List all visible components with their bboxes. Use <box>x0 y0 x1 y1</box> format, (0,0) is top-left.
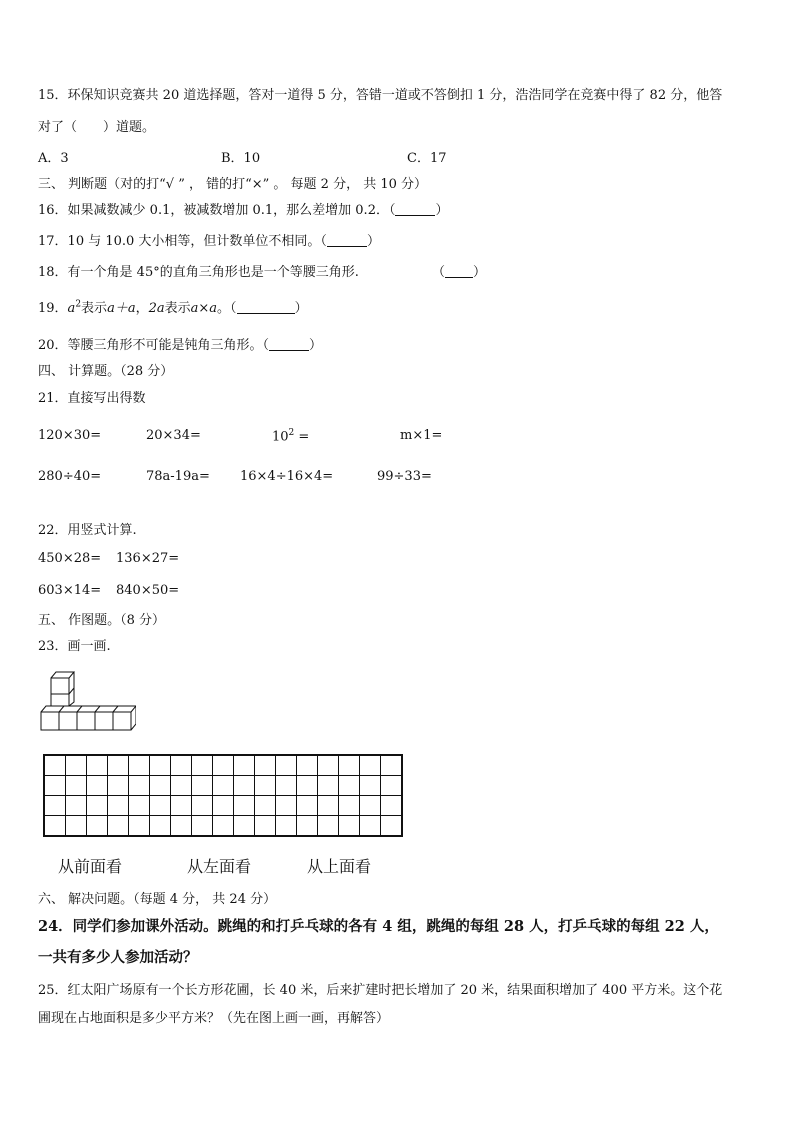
grid-cell[interactable] <box>108 755 129 776</box>
q20-answer-blank[interactable] <box>269 338 309 351</box>
grid-cell[interactable] <box>171 776 192 796</box>
q19-expr-2: 2a <box>148 301 165 316</box>
q19-close: ） <box>294 301 308 316</box>
grid-cell[interactable] <box>129 755 150 776</box>
view-label-left: 从左面看 <box>187 857 252 876</box>
grid-row <box>44 816 402 837</box>
grid-cell[interactable] <box>234 816 255 837</box>
q19-expr-1: a＋a <box>107 301 136 316</box>
q24-line1: 24．同学们参加课外活动。跳绳的和打乒乓球的各有 4 组，跳绳的每组 28 人，打乒乓球的每组 22 人， <box>38 918 719 935</box>
grid-cell[interactable] <box>297 816 318 837</box>
grid-cell[interactable] <box>213 816 234 837</box>
q18 <box>38 261 359 280</box>
grid-cell[interactable] <box>234 755 255 776</box>
grid-cell[interactable] <box>213 755 234 776</box>
q15-option-b[interactable]: B．10 <box>221 151 261 166</box>
grid-cell[interactable] <box>255 776 276 796</box>
q17-text: 17．10 与 10.0 大小相等，但计数单位不相同。（ <box>38 234 327 249</box>
grid-cell[interactable] <box>255 796 276 816</box>
q21-item-6: 78a-19a= <box>146 469 210 484</box>
q18-answer-blank[interactable] <box>445 265 473 278</box>
grid-cell[interactable] <box>339 796 360 816</box>
q19-text-1: 表示 <box>81 301 108 316</box>
grid-cell[interactable] <box>129 796 150 816</box>
grid-cell[interactable] <box>318 796 339 816</box>
grid-cell[interactable] <box>213 776 234 796</box>
grid-cell[interactable] <box>297 776 318 796</box>
grid-cell[interactable] <box>318 755 339 776</box>
grid-cell[interactable] <box>150 755 171 776</box>
grid-cell[interactable] <box>171 816 192 837</box>
q20-text: 20．等腰三角形不可能是钝角三角形。（ <box>38 338 270 353</box>
grid-cell[interactable] <box>276 776 297 796</box>
grid-row <box>44 776 402 796</box>
q17 <box>38 230 380 249</box>
grid-cell[interactable] <box>66 816 87 837</box>
grid-row <box>44 755 402 776</box>
grid-cell[interactable] <box>87 816 108 837</box>
section-6-title: 六、 解决问题。（每题 4 分， 共 24 分） <box>38 892 277 907</box>
q19-var-a: a <box>67 301 76 316</box>
q18-close: ） <box>473 265 487 280</box>
grid-cell[interactable] <box>192 816 213 837</box>
q15-line2: 对了（ ）道题。 <box>38 120 156 135</box>
q19-expr-3: a×a <box>190 301 218 316</box>
q22-item-1: 450×28= <box>38 551 102 566</box>
q16-close: ） <box>435 203 449 218</box>
grid-cell[interactable] <box>192 755 213 776</box>
grid-cell[interactable] <box>360 776 381 796</box>
grid-cell[interactable] <box>297 796 318 816</box>
grid-cell[interactable] <box>381 776 403 796</box>
grid-cell[interactable] <box>360 816 381 837</box>
grid-cell[interactable] <box>66 796 87 816</box>
q21-item-7: 16×4÷16×4= <box>240 469 334 484</box>
grid-cell[interactable] <box>87 796 108 816</box>
q21-item-2: 20×34= <box>146 428 201 443</box>
q19-text-2: 表示 <box>164 301 191 316</box>
q19-prefix: 19． <box>38 301 68 316</box>
q16-answer-blank[interactable] <box>395 203 435 216</box>
grid-cell[interactable] <box>192 776 213 796</box>
grid-cell[interactable] <box>108 776 129 796</box>
q17-answer-blank[interactable] <box>327 234 367 247</box>
q21-title: 21．直接写出得数 <box>38 391 146 406</box>
q19-sep: ， <box>135 301 149 316</box>
grid-cell[interactable] <box>108 796 129 816</box>
section-4-title: 四、 计算题。（28 分） <box>38 364 174 379</box>
view-label-top: 从上面看 <box>307 857 372 876</box>
grid-row <box>44 796 402 816</box>
grid-cell[interactable] <box>255 755 276 776</box>
grid-cell[interactable] <box>339 755 360 776</box>
grid-cell[interactable] <box>318 816 339 837</box>
q21-item-1: 120×30= <box>38 428 102 443</box>
q16-text: 16．如果减数减少 0.1，被减数增加 0.1，那么差增加 0.2．（ <box>38 203 396 218</box>
q18-answer <box>432 261 486 280</box>
grid-cell[interactable] <box>44 776 66 796</box>
grid-cell[interactable] <box>171 796 192 816</box>
view-label-front: 从前面看 <box>58 857 123 876</box>
q19-answer-blank[interactable] <box>237 301 295 314</box>
grid-cell[interactable] <box>360 755 381 776</box>
grid-cell[interactable] <box>360 796 381 816</box>
q18-open: （ <box>432 265 446 280</box>
grid-cell[interactable] <box>234 776 255 796</box>
q16 <box>38 199 448 218</box>
grid-cell[interactable] <box>318 776 339 796</box>
drawing-grid[interactable] <box>43 754 403 837</box>
grid-cell[interactable] <box>381 755 403 776</box>
grid-cell[interactable] <box>381 816 403 837</box>
q21-item-8: 99÷33= <box>377 469 432 484</box>
grid-cell[interactable] <box>108 816 129 837</box>
grid-cell[interactable] <box>150 776 171 796</box>
q21-item-3-base: 10 <box>272 429 289 445</box>
q21-item-3 <box>272 428 309 444</box>
grid-cell[interactable] <box>87 776 108 796</box>
q23-title: 23．画一画. <box>38 639 111 654</box>
section-5-title: 五、 作图题。（8 分） <box>38 613 166 628</box>
grid-cell[interactable] <box>129 776 150 796</box>
grid-cell[interactable] <box>276 816 297 837</box>
grid-cell[interactable] <box>87 755 108 776</box>
q19-end: 。（ <box>217 301 237 316</box>
q19-exponent: 2 <box>75 299 82 310</box>
grid-cell[interactable] <box>44 796 66 816</box>
cube-stack-figure <box>40 664 136 734</box>
q21-item-3-exponent: 2 <box>288 428 295 438</box>
grid-cell[interactable] <box>66 776 87 796</box>
grid-cell[interactable] <box>276 755 297 776</box>
grid-cell[interactable] <box>192 796 213 816</box>
q22-item-3: 603×14= <box>38 583 102 598</box>
q20 <box>38 334 322 353</box>
grid-cell[interactable] <box>150 796 171 816</box>
grid-cell[interactable] <box>297 755 318 776</box>
grid-cell[interactable] <box>339 816 360 837</box>
q15-line1: 15．环保知识竞赛共 20 道选择题，答对一道得 5 分，答错一道或不答倒扣 1 分，浩浩同学在竞赛中得了 82 分，他答 <box>38 88 723 103</box>
grid-cell[interactable] <box>255 816 276 837</box>
q19 <box>38 297 308 316</box>
q22-item-2: 136×27= <box>116 551 180 566</box>
grid-cell[interactable] <box>129 816 150 837</box>
grid-cell[interactable] <box>381 796 403 816</box>
q22-title: 22．用竖式计算. <box>38 523 137 538</box>
q20-close: ） <box>309 338 323 353</box>
grid-cell[interactable] <box>276 796 297 816</box>
q25-line1: 25．红太阳广场原有一个长方形花圃，长 40 米，后来扩建时把长增加了 20 米，结果面积增加了 400 平方米。这个花 <box>38 983 723 998</box>
grid-cell[interactable] <box>213 796 234 816</box>
q24-line2: 一共有多少人参加活动？ <box>38 949 198 966</box>
grid-cell[interactable] <box>44 816 66 837</box>
grid-cell[interactable] <box>66 755 87 776</box>
q22-item-4: 840×50= <box>116 583 180 598</box>
q17-close: ） <box>366 234 380 249</box>
q18-text: 18．有一个角是 45°的直角三角形也是一个等腰三角形. <box>38 265 359 280</box>
grid-cell[interactable] <box>234 796 255 816</box>
q21-item-5: 280÷40= <box>38 469 102 484</box>
q25-line2: 圃现在占地面积是多少平方米？（先在图上画一画，再解答） <box>38 1011 390 1026</box>
grid-cell[interactable] <box>171 755 192 776</box>
grid-cell[interactable] <box>44 755 66 776</box>
q21-item-4: m×1= <box>400 428 443 443</box>
grid-cell[interactable] <box>150 816 171 837</box>
grid-cell[interactable] <box>339 776 360 796</box>
q15-option-c[interactable]: C．17 <box>407 151 447 166</box>
section-3-title: 三、 判断题（对的打“√ ” ， 错的打“×” 。 每题 2 分， 共 10 分） <box>38 177 428 192</box>
q15-option-a[interactable]: A．3 <box>38 151 69 166</box>
q21-item-3-eq: = <box>294 429 310 445</box>
